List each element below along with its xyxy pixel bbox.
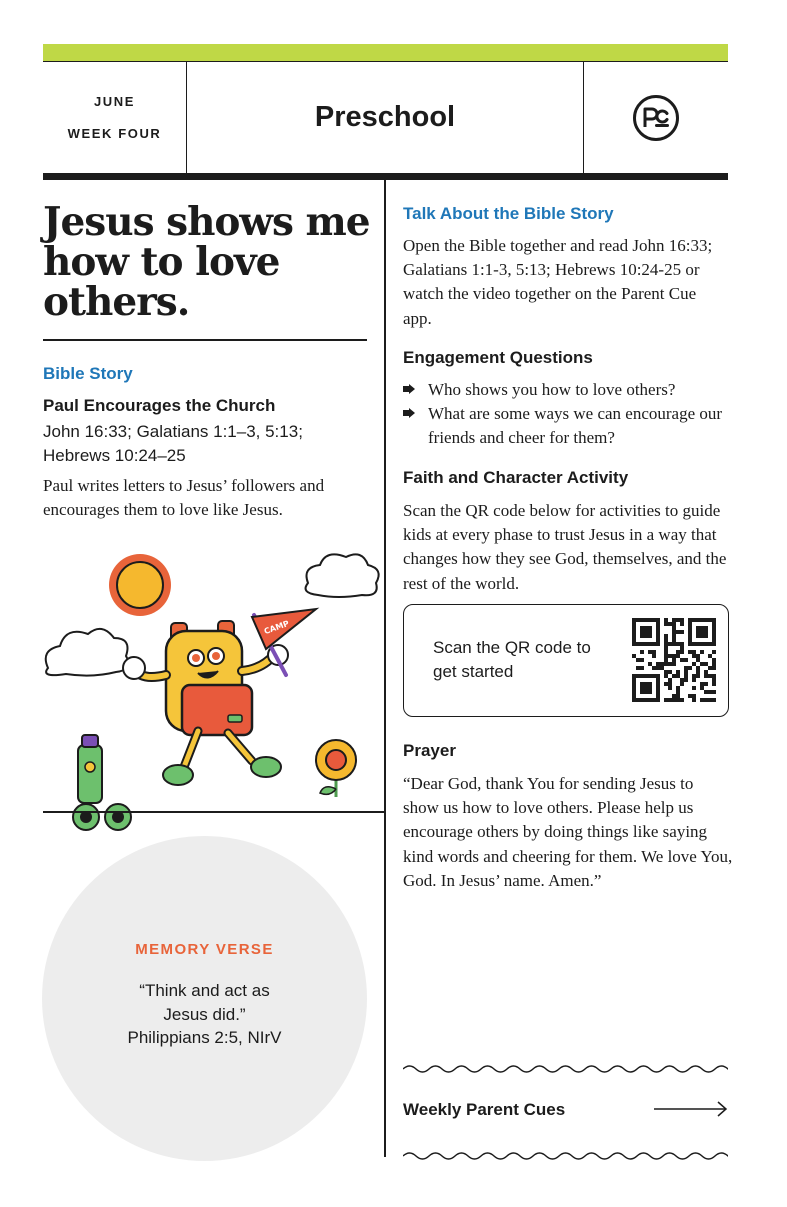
backpack-illustration: [38, 545, 383, 835]
list-item: [403, 378, 728, 402]
column-divider: [384, 180, 386, 1157]
memory-verse-label: MEMORY VERSE: [135, 941, 274, 958]
question-text: What are some ways we can encourage our friends and cheer for them?: [428, 404, 723, 448]
cloud-right-icon: [306, 554, 379, 597]
logo: [584, 62, 728, 173]
pennant-text: CAMP: [262, 618, 291, 637]
page-header: [43, 61, 728, 173]
memory-verse-quote: “Think and act as Jesus did.”: [139, 981, 270, 1024]
bible-story-label: Bible Story: [43, 364, 133, 383]
qr-card: [403, 604, 729, 717]
memory-verse-reference: Philippians 2:5, NIrV: [127, 1028, 282, 1047]
wave-divider-top: [403, 1063, 728, 1075]
arrow-right-icon[interactable]: [654, 1101, 728, 1117]
talk-text: Open the Bible together and read John 16:33; Galatians 1:1-3, 5:13; Hebrews 10:24-25 or watch the video together on the Parent Cue app.: [403, 236, 713, 328]
header-rule: [43, 173, 728, 180]
weekly-parent-cues-link[interactable]: Weekly Parent Cues: [403, 1100, 566, 1119]
faith-text: Scan the QR code below for activities to guide kids at every phase to trust Jesus in a way that changes how they see God, themselves, and the rest of the world.: [403, 501, 727, 593]
story-references: John 16:33; Galatians 1:1–3, 5:13; Hebrews 10:24–25: [43, 422, 303, 465]
header-accent-bar: [43, 44, 728, 61]
flower-icon: [316, 740, 356, 797]
story-title: Paul Encourages the Church: [43, 396, 276, 415]
bullet-arrow-icon: [403, 384, 415, 394]
parent-cue-logo-icon: [632, 94, 680, 142]
story-description: Paul writes letters to Jesus’ followers and encourages them to love like Jesus.: [43, 476, 325, 520]
engagement-questions: [403, 378, 728, 451]
talk-label: Talk About the Bible Story: [403, 204, 614, 223]
illustration-ground-line: [43, 811, 384, 813]
binoculars-icon: [73, 804, 131, 830]
memory-verse-text: [42, 979, 367, 1027]
date-block: [43, 62, 187, 173]
month-label: JUNE: [93, 94, 136, 109]
list-item: [403, 402, 728, 450]
headline-rule: [43, 339, 367, 341]
cloud-left-icon: [46, 629, 129, 676]
prayer-text: “Dear God, thank You for sending Jesus to show us how to love others. Please help us encourage others by doing things like saying kind words and cheering for them. We love You, God. In Jesus’ name. Amen.”: [403, 774, 733, 890]
qr-instruction: Scan the QR code to get started: [433, 638, 591, 681]
backpack-character: [123, 621, 288, 785]
headline: Jesus shows me how to love others.: [43, 199, 370, 325]
water-bottle-icon: [78, 735, 102, 803]
faith-label: Faith and Character Activity: [403, 468, 629, 487]
prayer-label: Prayer: [403, 741, 456, 760]
qr-code[interactable]: [632, 618, 716, 702]
memory-verse-circle: [42, 836, 367, 1161]
engagement-label: Engagement Questions: [403, 348, 593, 367]
sun-icon: [109, 554, 171, 616]
wave-divider-bottom: [403, 1150, 728, 1162]
question-text: Who shows you how to love others?: [428, 380, 676, 399]
page-title: Preschool: [187, 62, 584, 173]
bullet-arrow-icon: [403, 408, 415, 418]
week-label: WEEK FOUR: [67, 126, 162, 141]
